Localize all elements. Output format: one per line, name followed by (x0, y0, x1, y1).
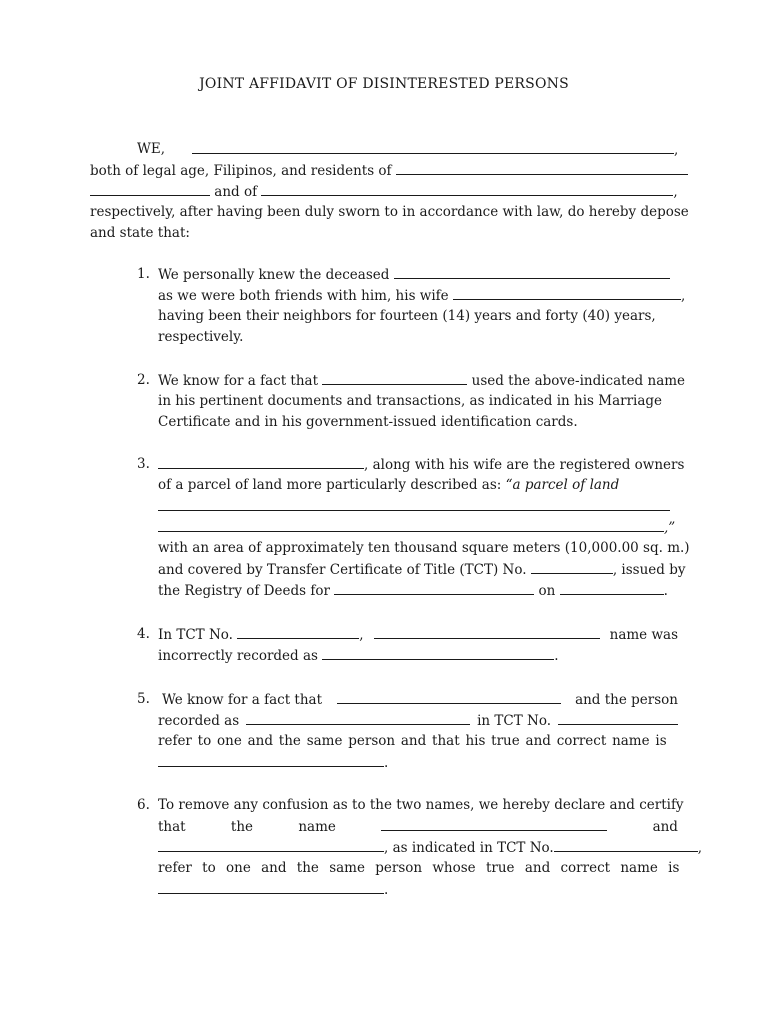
period: . (554, 648, 559, 664)
text: In TCT No. (158, 627, 233, 643)
registry-location-blank[interactable] (334, 581, 534, 595)
text: and (652, 819, 678, 835)
text: in TCT No. (477, 713, 552, 729)
intro-line-2 (90, 161, 688, 180)
item-5-line-1 (162, 690, 678, 709)
comma: , (359, 627, 364, 643)
item-1-number: 1. (137, 266, 150, 282)
item-5-line-2 (158, 711, 678, 730)
item-4-line-2 (158, 646, 559, 665)
and-of-text: and of (214, 184, 258, 200)
tct-number-blank[interactable] (554, 838, 698, 852)
residence-blank-3[interactable] (261, 182, 673, 196)
italic-text: ,” (664, 520, 676, 536)
land-description-blank-1[interactable] (158, 497, 670, 511)
text: name was (609, 627, 678, 643)
item-6-line-5 (158, 880, 388, 899)
text: and covered by Transfer Certificate of Title (TCT) No. (158, 562, 527, 578)
comma: , (673, 184, 678, 200)
second-name-blank[interactable] (158, 838, 384, 852)
text: refer to one and the same person and that his true and correct name is (158, 733, 667, 749)
item-1-line-1 (158, 265, 670, 284)
item-1-line-4: respectively. (158, 329, 244, 345)
item-3-line-7 (158, 581, 668, 600)
recorded-name-blank[interactable] (322, 646, 554, 660)
first-name-blank[interactable] (381, 817, 607, 831)
item-2-line-2: in his pertinent documents and transactions, as indicated in his Marriage (158, 393, 663, 409)
item-6-line-3 (158, 838, 703, 857)
person-name-blank[interactable] (337, 690, 561, 704)
intro-line-1 (137, 140, 165, 158)
comma: , (674, 142, 679, 158)
item-2-line-1 (158, 371, 685, 390)
item-3-line-2 (158, 476, 619, 494)
period: . (384, 882, 389, 898)
tct-number-blank[interactable] (558, 711, 678, 725)
true-name-blank[interactable] (158, 753, 384, 767)
item-5-line-3 (158, 732, 678, 750)
item-4-line-1 (158, 625, 678, 644)
intro-line-3 (90, 182, 678, 201)
item-6-line-4 (158, 859, 678, 877)
item-3-line-5: with an area of approximately ten thousand square meters (10,000.00 sq. m.) (158, 540, 690, 556)
name-used-blank[interactable] (322, 371, 467, 385)
text: incorrectly recorded as (158, 648, 318, 664)
item-3-line-1 (158, 455, 684, 474)
text: , along with his wife are the registered owners (364, 457, 685, 473)
text: , issued by (612, 562, 686, 578)
item-3-line-6 (158, 560, 685, 579)
text: and the person (575, 692, 678, 708)
intro-line-4: respectively, after having been duly sworn to in accordance with law, do hereby depose (90, 204, 689, 220)
intro-line-5: and state that: (90, 225, 190, 241)
text: We know for a fact that (162, 692, 323, 708)
owner-name-blank[interactable] (158, 455, 364, 469)
residence-blank-2[interactable] (90, 182, 210, 196)
land-description-blank-2[interactable] (158, 518, 664, 532)
text: We personally knew the deceased (158, 267, 390, 283)
text: recorded as (158, 713, 240, 729)
item-1-line-3 (158, 307, 678, 325)
item-6-line-2 (158, 817, 678, 836)
item-3-line-3 (158, 497, 670, 516)
text: the Registry of Deeds for (158, 583, 330, 599)
item-1-line-2 (158, 286, 685, 305)
affiant-names-blank-row (192, 140, 678, 159)
legal-age-text: both of legal age, Filipinos, and residents of (90, 163, 392, 179)
correct-name-blank[interactable] (374, 625, 600, 639)
text: refer to one and the same person whose true and correct name is (158, 860, 680, 876)
item-6-number: 6. (137, 797, 150, 813)
text: , as indicated in TCT No. (384, 840, 554, 856)
true-name-blank[interactable] (158, 880, 384, 894)
item-3-number: 3. (137, 456, 150, 472)
comma: , (680, 288, 686, 304)
period: . (384, 755, 389, 771)
period: . (663, 583, 668, 599)
item-5-number: 5. (137, 691, 150, 707)
text: name (298, 819, 336, 835)
text: We know for a fact that (158, 373, 319, 389)
item-4-number: 4. (137, 626, 150, 642)
tct-number-blank[interactable] (237, 625, 359, 639)
item-6-line-3-left (158, 838, 554, 857)
item-6-line-1: To remove any confusion as to the two names, we hereby declare and certify (158, 797, 684, 813)
deceased-name-blank[interactable] (394, 265, 670, 279)
comma: , (697, 840, 703, 856)
text: the (230, 819, 254, 835)
text: on (538, 583, 556, 599)
wife-name-blank[interactable] (453, 286, 681, 300)
item-5-line-4 (158, 753, 388, 772)
residence-blank-1[interactable] (396, 161, 688, 175)
text: that (158, 819, 186, 835)
item-3-line-4 (158, 518, 675, 537)
text: used the above-indicated name (471, 373, 686, 389)
item-2-number: 2. (137, 372, 150, 388)
document-title: JOINT AFFIDAVIT OF DISINTERESTED PERSONS (199, 76, 569, 92)
recorded-as-blank[interactable] (246, 711, 470, 725)
date-blank[interactable] (560, 581, 664, 595)
tct-number-blank[interactable] (531, 560, 613, 574)
item-4-left (158, 625, 364, 644)
italic-text: “a parcel of land (505, 477, 620, 493)
text: as we were both friends with him, his wife (158, 288, 449, 304)
we-label: WE, (137, 141, 166, 157)
text: having been their neighbors for fourteen (14) years and forty (40) years, (158, 308, 656, 324)
text: of a parcel of land more particularly described as: (158, 477, 502, 493)
item-6-line-3-right (554, 838, 702, 857)
item-2-line-3: Certificate and in his government-issued identification cards. (158, 414, 578, 430)
affiant-names-blank[interactable] (192, 140, 674, 154)
